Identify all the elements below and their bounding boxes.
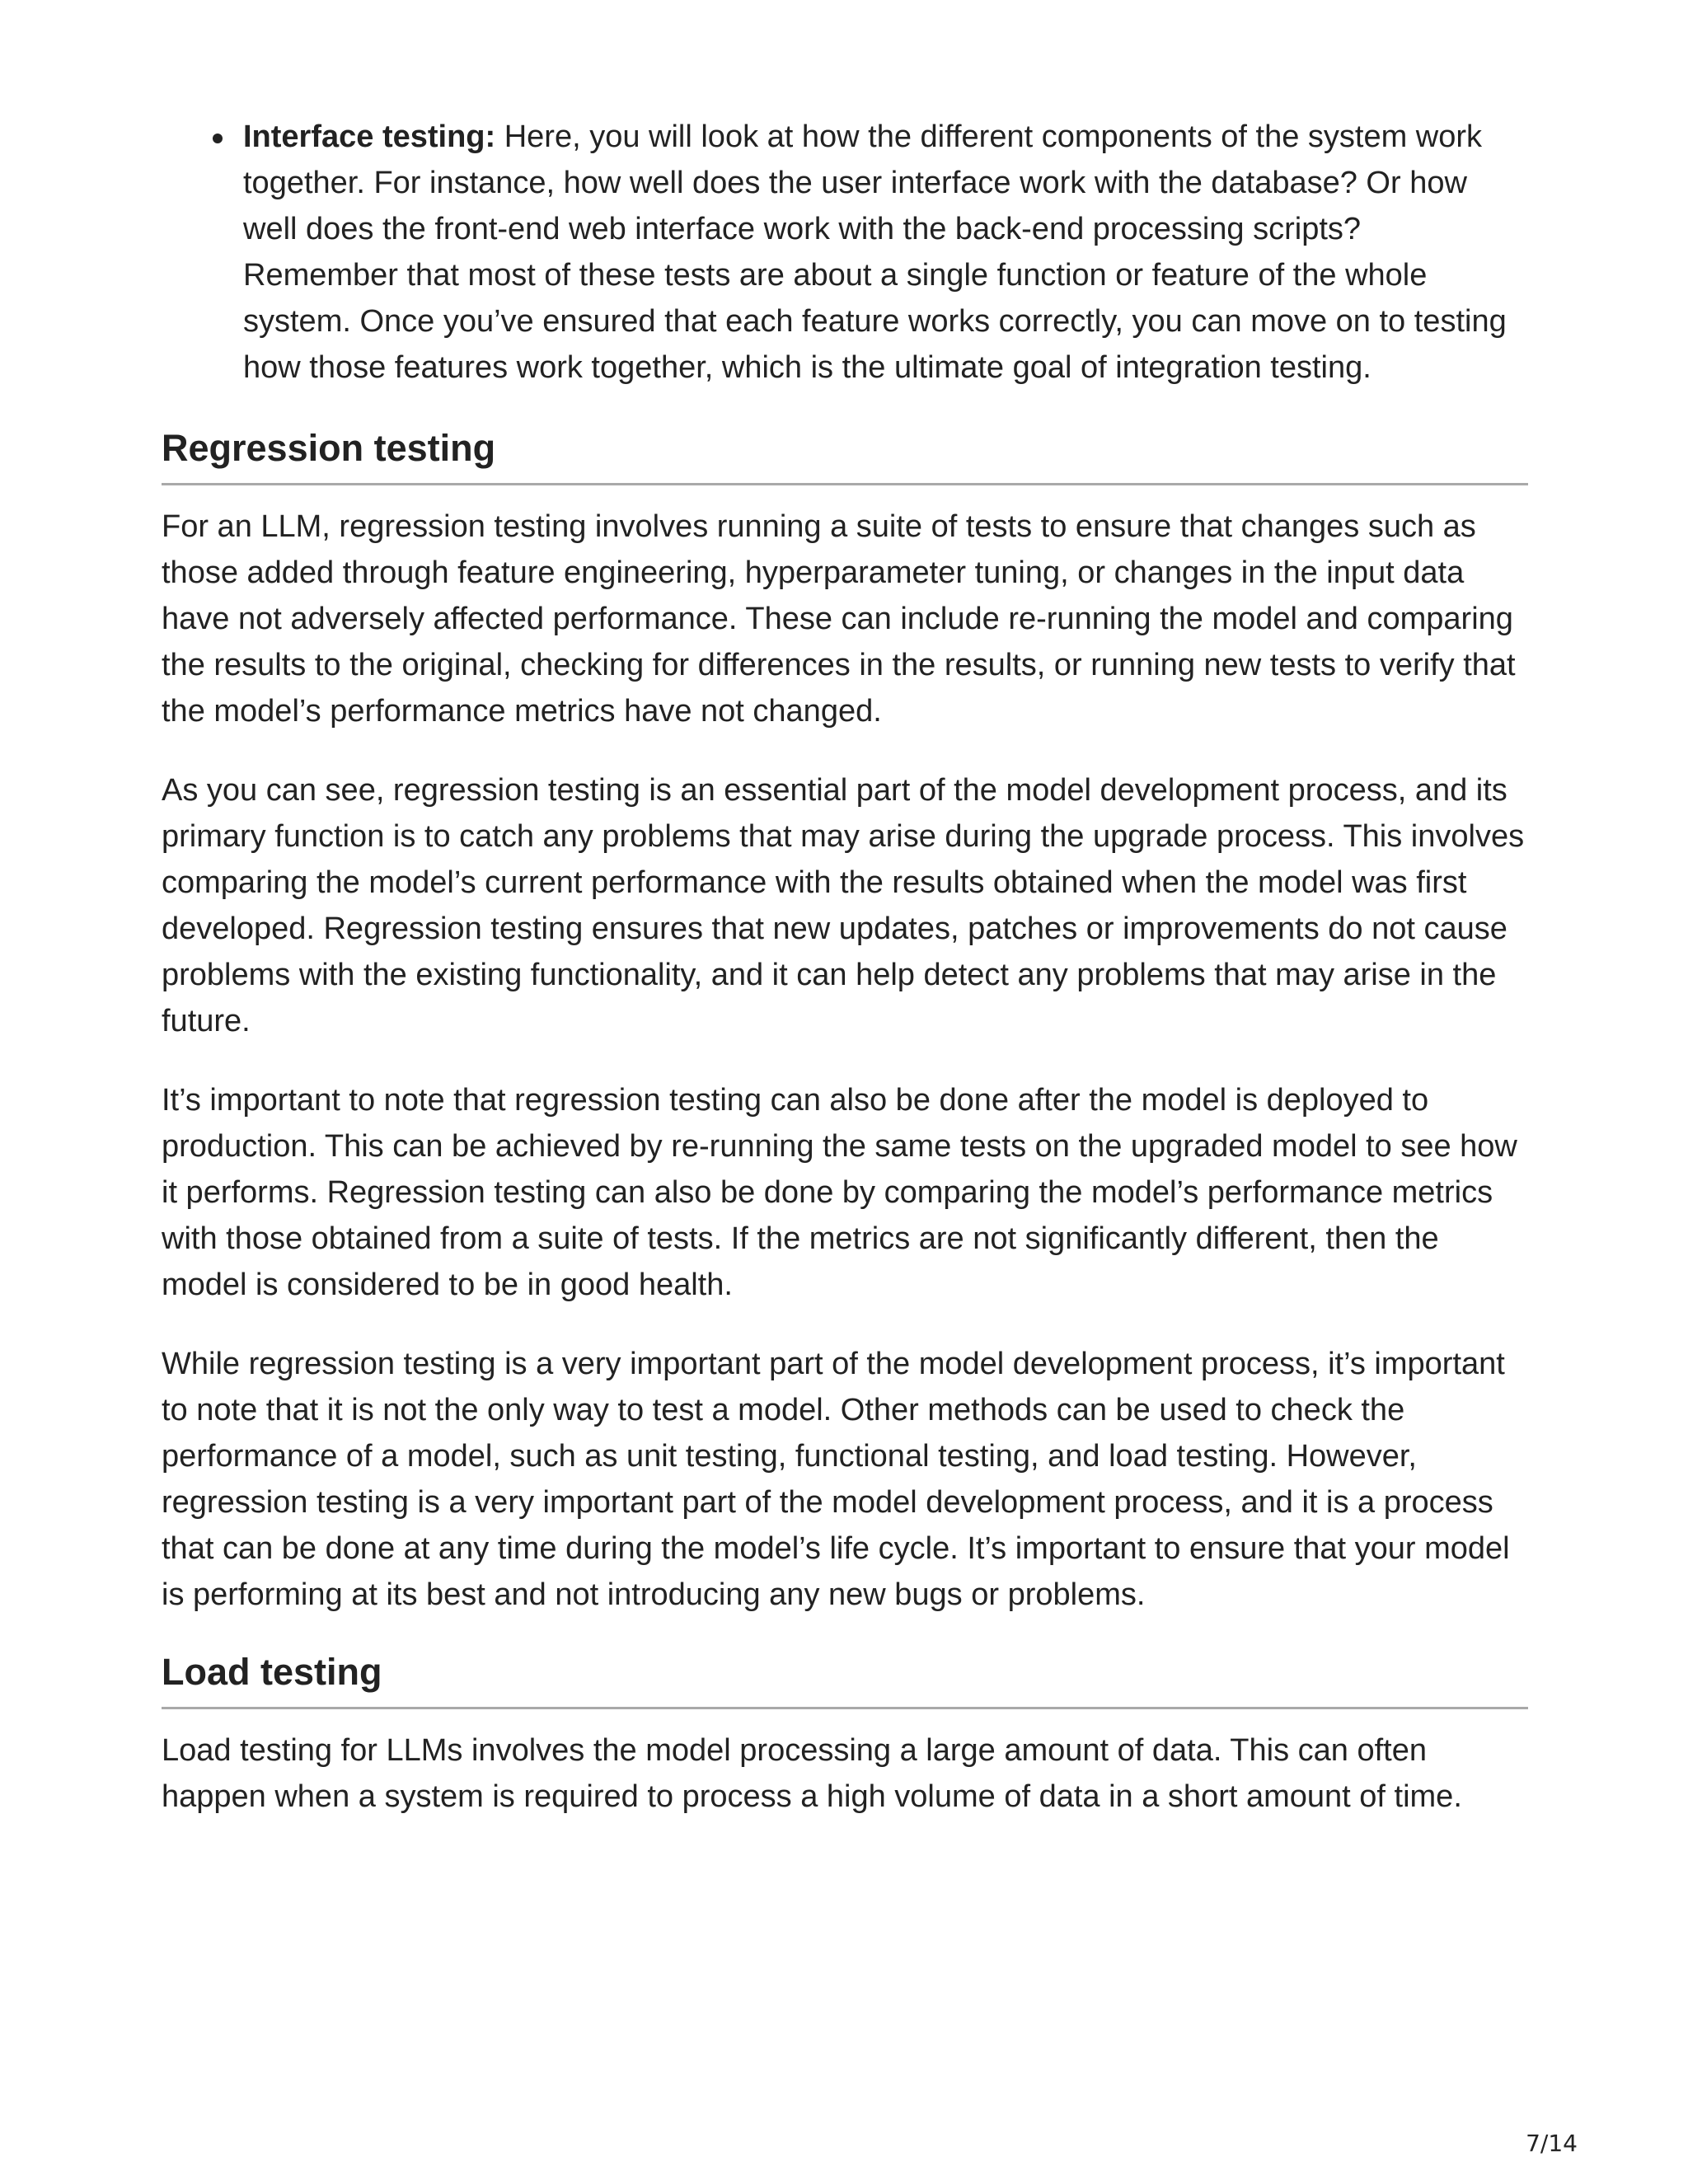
regression-paragraph-1: For an LLM, regression testing involves running a suite of tests to ensure that changes such as those added through feature engineering, hyperparameter tuning, or changes in the input data have not adversely affected performance. These can include re-running the model and comparing the results to the original, checking for differences in the results, or running new tests to verify that the model’s performance metrics have not changed. (162, 509, 1516, 729)
regression-testing-heading: Regression testing (162, 424, 1528, 485)
bullet-list (162, 114, 1528, 391)
load-testing-heading: Load testing (162, 1647, 1528, 1709)
interface-testing-text: Here, you will look at how the different components of the system work together. For instance, how well does the user interface work with the database? Or how well does the front-end web interface work with the back-end processing scripts? (243, 120, 1483, 246)
regression-paragraph-2: As you can see, regression testing is an essential part of the model development process, and its primary function is to catch any problems that may arise during the upgrade process. This involves comparing the model’s current performance with the results obtained when the model was first developed. Regression testing ensures that new updates, patches or improvements do not cause problems with the existing functionality, and it can help detect any problems that may arise in the future. (162, 773, 1525, 1038)
bullet-dot-icon (213, 134, 223, 143)
regression-testing-section (162, 424, 1528, 1618)
interface-testing-definition (243, 114, 1528, 252)
load-paragraph-1: Load testing for LLMs involves the model processing a large amount of data. This can often happen when a system is required to process a high volume of data in a short amount of time. (162, 1733, 1462, 1814)
load-testing-section (162, 1647, 1528, 1820)
regression-paragraph-4: While regression testing is a very important part of the model development process, it’s important to note that it is not the only way to test a model. Other methods can be used to check the performance of a model, such as unit testing, functional testing, and load testing. However, regression testing is a very important part of the model development process, and it is a process that can be done at any time during the model’s life cycle. It’s important to ensure that your model is performing at its best and not introducing any new bugs or problems. (162, 1347, 1510, 1612)
interface-testing-term: Interface testing: (243, 120, 496, 154)
bullet-item-interface-testing (243, 114, 1528, 391)
interface-testing-note: Remember that most of these tests are about a single function or feature of the whole system. Once you’ve ensured that each feature works correctly, you can move on to testing how those features work together, which is the ultimate goal of integration testing. (243, 258, 1507, 385)
document-page (162, 114, 1528, 1820)
page-number: 7/14 (1526, 2130, 1578, 2157)
regression-paragraph-3: It’s important to note that regression testing can also be done after the model is deployed to production. This can be achieved by re-running the same tests on the upgraded model to see how it performs. Regression testing can also be done by comparing the model’s performance metrics with those obtained from a suite of tests. If the metrics are not significantly different, then the model is considered to be in good health. (162, 1083, 1517, 1302)
